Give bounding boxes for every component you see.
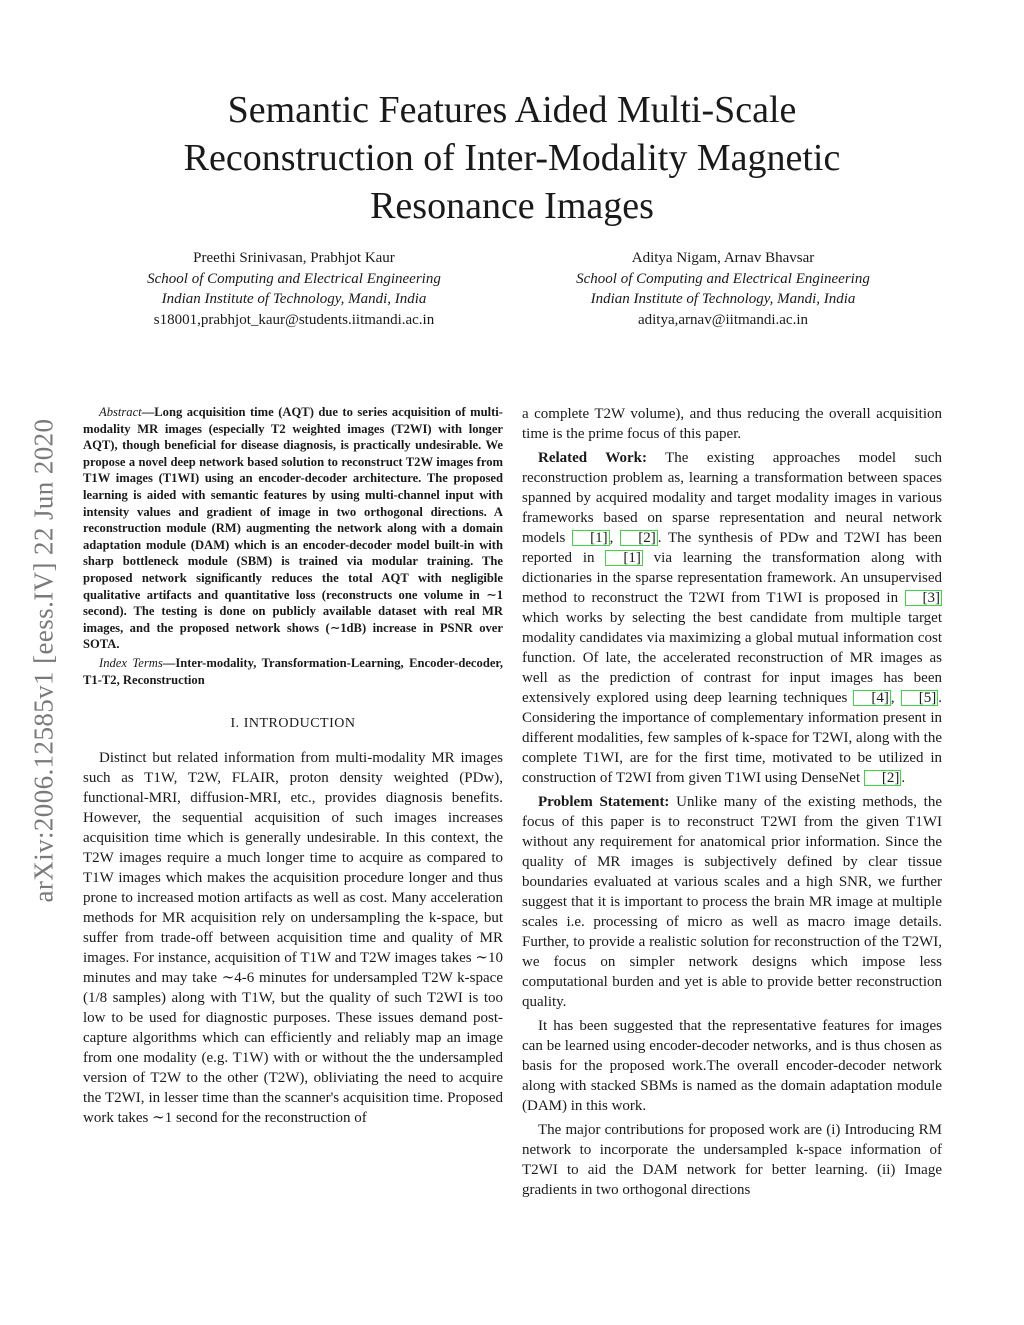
related-work-paragraph [522, 448, 942, 788]
author-email: aditya,arnav@iitmandi.ac.in [637, 311, 808, 328]
author-school: School of Computing and Electrical Engineering [147, 270, 441, 287]
citation-link[interactable]: [3] [905, 590, 943, 606]
index-terms-text: —Inter-modality, Transformation-Learning, Encoder-decoder, T1-T2, Reconstruction [83, 655, 503, 687]
author-block-right [513, 248, 933, 330]
author-school: School of Computing and Electrical Engineering [576, 270, 870, 287]
citation-link[interactable]: [5] [901, 690, 939, 706]
related-work-text: via learning the transformation along with dictionaries in the sparse representation framework. An unsupervised method to reconstruct the T2WI from T1WI is proposed in [522, 550, 942, 606]
author-institute: Indian Institute of Technology, Mandi, India [590, 291, 856, 307]
author-names: Aditya Nigam, Arnav Bhavsar [631, 250, 815, 266]
index-terms [83, 655, 503, 688]
citation-link[interactable]: [1] [605, 550, 643, 566]
abstract-label: Abstract [99, 405, 142, 419]
problem-statement-heading: Problem Statement: [538, 794, 670, 810]
paper-title: Semantic Features Aided Multi-Scale Reconstruction of Inter-Modality Magnetic Resonance Images [183, 89, 841, 227]
section-title-rest: NTRODUCTION [248, 716, 356, 732]
problem-statement-paragraph [522, 792, 942, 1012]
citation-link[interactable]: [4] [853, 690, 891, 706]
intro-paragraph: Distinct but related information from multi-modality MR images such as T1W, T2W, FLAIR, proton density weighted (PDw), functional-MRI, diffusion-MRI, etc., provides diagnosis benefits. However, the sequential acquisition of such images increases acquisition time which is generally undesirable. In this context, the T2W images require a much longer time to acquire as compared to T1W images which makes the acquisition procedure longer and thus prone to increased motion artifacts as well as cost. Many acceleration methods for MR acquisition rely on undersampling the k-space, but suffer from trade-off between acquisition time and quality of MR images. For instance, acquisition of T1W and T2W images takes ∼10 minutes and may take ∼4-6 minutes for undersampled T2W k-space (1/8 samples) along with T1W, but the quality of such T2WI is too low to be used for diagnostic purposes. These issues demand post-capture algorithms which can efficiently and reliably map an image from one modality (e.g. T1W) with or without the the undersampled version of T2W to the other (T2W), obliviating the need to acquire the T2WI, in lesser time than the scanner's acquisition time. Proposed work takes ∼1 second for the reconstruction of [83, 750, 503, 1127]
related-work-text: . [901, 770, 906, 786]
section-number: I. [230, 716, 244, 732]
section-heading-introduction [83, 714, 503, 734]
abstract-text: —Long acquisition time (AQT) due to series acquisition of multi-modality MR images (especially T2 weighted images (T2WI) with longer AQT), though beneficial for disease diagnosis, is practically undesirable. We propose a novel deep network based solution to reconstruct T2W images from T1W images (T1WI) using an encoder-decoder architecture. The proposed learning is aided with semantic features by using multi-channel input with intensity values and gradient of image in two orthogonal directions. A reconstruction module (RM) augmenting the network along with a domain adaptation module (DAM) which is an encoder-decoder model built-in with sharp bottleneck module (SBM) is trained via modular training. The proposed network significantly reduces the total AQT with negligible qualitative artifacts and quantitative loss (reconstructs one volume in ∼1 second). The testing is done on publicly available dataset with real MR images, and the proposed network shows (∼1dB) increase in PSNR over SOTA. [83, 405, 503, 652]
related-work-text: . Considering the importance of complementary information present in different modalities, few samples of k-space for T2WI, along with the complete T1WI, are for the first time, motivated to be utilized in construction of T2WI from given T1WI using DenseNet [522, 690, 943, 786]
intro-paragraph-continued: a complete T2W volume), and thus reducing the overall acquisition time is the prime focus of this paper. [522, 406, 942, 442]
contributions-paragraph: The major contributions for proposed work are (i) Introducing RM network to incorporate the undersampled k-space information of T2WI to aid the DAM network for better learning. (ii) Image gradients in two orthogonal directions [522, 1122, 942, 1198]
section-initial: I [243, 716, 249, 732]
index-terms-label: Index Terms [99, 655, 163, 670]
related-work-text: . The synthesis of PDw and T2WI has been reported in [522, 530, 942, 566]
author-email: s18001,prabhjot_kaur@students.iitmandi.ac.in [153, 311, 435, 328]
citation-link[interactable]: [2] [864, 770, 902, 786]
author-names: Preethi Srinivasan, Prabhjot Kaur [193, 250, 395, 266]
related-work-text: The existing approaches model such reconstruction problem as, learning a transformation between spaces spanned by acquired modality and target modality images in various frameworks based on sparse representation and neural network models [522, 450, 942, 546]
related-work-text: which works by selecting the best candidate from multiple target modality candidates via maximizing a global mutual information cost function. Of late, the accelerated reconstruction of MR images as well as the prediction of contrast for input images has been extensively explored using deep learning techniques [522, 610, 942, 706]
author-institute: Indian Institute of Technology, Mandi, India [161, 291, 427, 307]
related-work-text: , [890, 690, 901, 706]
arxiv-id-text: arXiv:2006.12585v1 [eess.IV] 22 Jun 2020 [28, 418, 59, 902]
citation-link[interactable]: [1] [572, 530, 610, 546]
problem-statement-text: Unlike many of the existing methods, the focus of this paper is to reconstruct T2WI from the given T1WI without any requirement for anatomical prior information. Since the quality of MR images is subjectively defined by clear tissue boundaries evaluated at various scales and a high SNR, we further suggest that it is important to process the brain MR image at multiple scales i.e. processing of micro as well as macro image details. Further, to provide a realistic solution for reconstruction of the T2WI, we focus on simpler network designs which impose less computational burden and yet is able to provide better reconstruction quality. [522, 794, 943, 1010]
abstract [83, 404, 503, 653]
representation-paragraph: It has been suggested that the representative features for images can be learned using encoder-decoder networks, and is thus chosen as basis for the proposed work.The overall encoder-decoder network along with stacked SBMs is named as the domain adaptation module (DAM) in this work. [522, 1018, 942, 1114]
left-column [83, 404, 503, 1128]
author-block-left [84, 248, 504, 330]
related-work-heading: Related Work: [538, 450, 647, 466]
right-column [522, 404, 942, 1200]
citation-link[interactable]: [2] [620, 530, 658, 546]
related-work-text: , [609, 530, 621, 546]
arxiv-stamp [24, 365, 64, 955]
